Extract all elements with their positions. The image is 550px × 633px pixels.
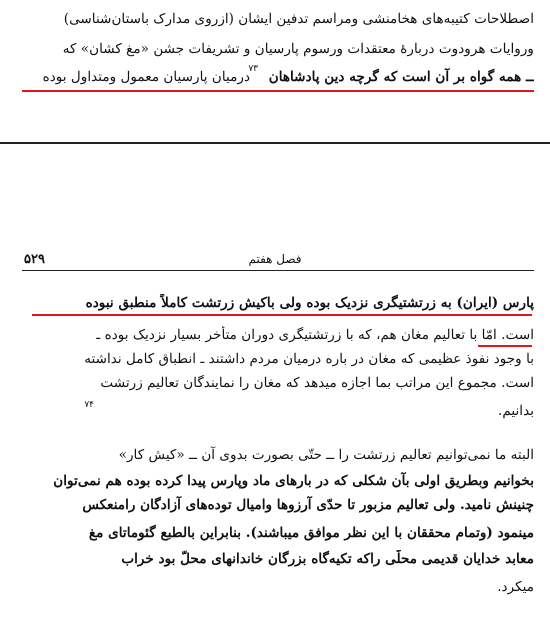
text-line: میکرد. (497, 579, 534, 595)
underlined-text-line: ــ همه گواه بر آن است که گرچه دین پادشاهان (268, 69, 534, 85)
header-rule (22, 270, 534, 271)
text-line: البته ما نمی‌توانیم تعالیم زرتشت را ــ حتّی بصورت بدوی آن ــ «کیش کار» (118, 447, 534, 463)
underlined-text-line: پارس (ایران) به زرتشتیگری نزدیک بوده ولی باکیش زرتشت کاملاً منطبق نبوده (85, 295, 534, 311)
text-line: با وجود نفوذ عظیمی که مغان در باره درمیان مردم داشتند ـ انطباق کامل نداشته (84, 351, 534, 367)
text-line: اصطلاحات کتیبه‌های هخامنشی ومراسم تدفین ایشان (ازروی مدارک باستان‌شناسی) (63, 11, 534, 27)
page-divider (0, 142, 550, 168)
text-line: بخوانیم وبطریق اولی بآن شکلی که در بارهای ماد وپارس پیدا کرده بوده هم نمی‌توان (53, 473, 534, 489)
text-line: وروایات هرودوت دربارهٔ معتقدات ورسوم پارسیان و تشریفات جشن «مغ کشان» که (62, 41, 534, 57)
page-number: ۵۲۹ (24, 252, 45, 267)
red-underline (22, 90, 534, 92)
red-underline (478, 345, 532, 347)
text-line: بدانیم. (498, 403, 534, 419)
text-line: مینمود (وتمام محققان با این نظر موافق میباشند). بنابراین بالطبع گئوماتای مغ (88, 525, 534, 541)
chapter-title: فصل هفتم (248, 252, 302, 266)
footnote-reference: ۷۴ (84, 400, 94, 410)
text-line: است. امّا با تعالیم مغان هم، که با زرتشتیگری دوران متأخر بسیار نزدیک بوده ـ (96, 327, 534, 343)
text-line: معابد خدایان قدیمی محلّی راکه تکیه‌گاه بزرگان خاندانهای محلّ بود خراب (121, 551, 534, 567)
text-line: است. مجموع این مراتب بما اجازه میدهد که مغان را نمایندگان تعالیم زرتشت (100, 375, 534, 391)
footnote-reference: ۷۳ (248, 64, 258, 74)
top-page-fragment (0, 0, 550, 142)
text-line: چنینش نامید. ولی تعالیم مزبور تا حدّی آرزوها وامیال توده‌های آزادگان رامنعکس (82, 497, 534, 513)
red-underline (32, 314, 532, 316)
text-line: درمیان پارسیان معمول ومتداول بوده (42, 69, 250, 85)
